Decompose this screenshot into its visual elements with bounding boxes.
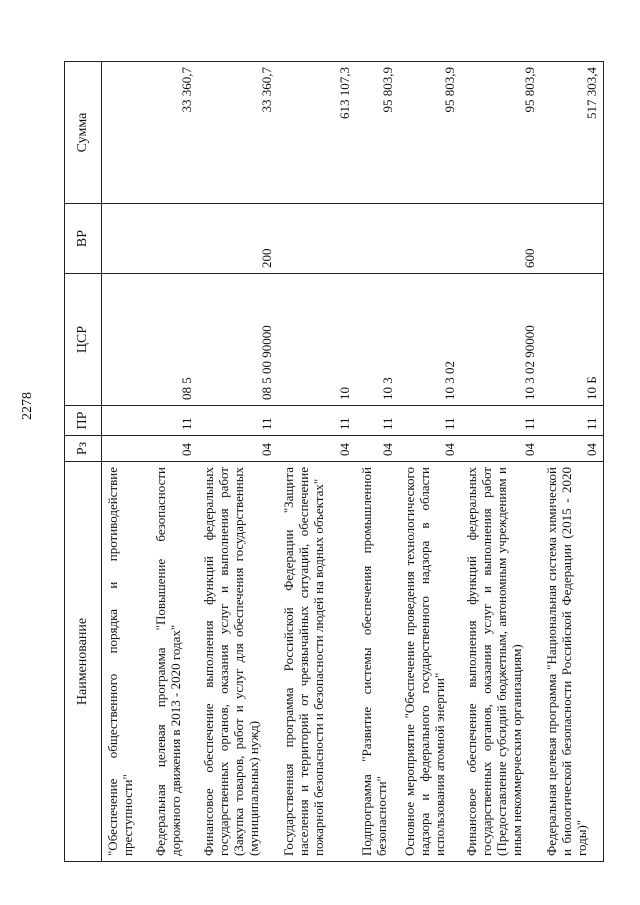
table-row — [356, 62, 398, 862]
row-vr — [399, 204, 461, 274]
table-row — [461, 62, 541, 862]
row-sum — [102, 62, 150, 204]
row-pr: 11 — [356, 406, 398, 436]
row-name: Основное мероприятие "Обеспечение проведения технологического надзора и федерального государственного надзора в области использования атомной энергии" — [399, 462, 461, 862]
row-name: Финансовое обеспечение выполнения функций федеральных государственных органов, оказания услуг и выполнения работ (Закупка товаров, работ и услуг для обеспечения государственных (муниципальных) нужд) — [198, 462, 278, 862]
row-rz: 04 — [461, 436, 541, 462]
row-rz: 04 — [541, 436, 603, 462]
row-pr — [102, 406, 150, 436]
table-row — [541, 62, 603, 862]
row-vr: 200 — [198, 204, 278, 274]
row-csr: 08 5 — [150, 274, 198, 406]
row-vr — [102, 204, 150, 274]
row-sum: 33 360,7 — [150, 62, 198, 204]
row-name: "Обеспечение общественного порядка и противодействие преступности" — [102, 462, 150, 862]
row-vr — [278, 204, 356, 274]
header-vr: ВР — [65, 204, 102, 274]
page-number: 2278 — [20, 392, 35, 420]
row-sum: 517 303,4 — [541, 62, 603, 204]
row-vr — [150, 204, 198, 274]
table-row — [198, 62, 278, 862]
budget-table-wrapper — [64, 62, 604, 862]
row-pr: 11 — [198, 406, 278, 436]
row-vr — [541, 204, 603, 274]
table-row — [399, 62, 461, 862]
table-header-row — [65, 62, 102, 862]
row-name: Финансовое обеспечение выполнения функций федеральных государственных органов, оказания услуг и выполнения работ (Предоставление субсидий бюджетным, автономным учреждениям и иным некоммерческим организациям) — [461, 462, 541, 862]
row-csr: 10 3 — [356, 274, 398, 406]
table-row — [278, 62, 356, 862]
row-pr: 11 — [461, 406, 541, 436]
table-row — [102, 62, 150, 862]
row-name: Государственная программа Российской Федерации "Защита населения и территорий от чрезвычайных ситуаций, обеспечение пожарной безопасности и безопасности людей на водных объектах" — [278, 462, 356, 862]
header-csr: ЦСР — [65, 274, 102, 406]
header-sum: Сумма — [65, 62, 102, 204]
row-sum: 95 803,9 — [356, 62, 398, 204]
row-rz: 04 — [356, 436, 398, 462]
header-pr: ПР — [65, 406, 102, 436]
row-csr: 10 Б — [541, 274, 603, 406]
row-pr: 11 — [399, 406, 461, 436]
header-name: Наименование — [65, 462, 102, 862]
row-rz: 04 — [399, 436, 461, 462]
row-csr: 10 3 02 — [399, 274, 461, 406]
row-vr: 600 — [461, 204, 541, 274]
row-sum: 613 107,3 — [278, 62, 356, 204]
row-csr — [102, 274, 150, 406]
row-sum: 95 803,9 — [399, 62, 461, 204]
row-pr: 11 — [541, 406, 603, 436]
row-pr: 11 — [150, 406, 198, 436]
row-sum: 33 360,7 — [198, 62, 278, 204]
row-sum: 95 803,9 — [461, 62, 541, 204]
row-name: Подпрограмма "Развитие системы обеспечения промышленной безопасности" — [356, 462, 398, 862]
row-rz: 04 — [150, 436, 198, 462]
budget-table — [64, 61, 604, 862]
header-rz: Рз — [65, 436, 102, 462]
row-pr: 11 — [278, 406, 356, 436]
row-rz: 04 — [278, 436, 356, 462]
row-csr: 10 — [278, 274, 356, 406]
row-vr — [356, 204, 398, 274]
row-name: Федеральная целевая программа "Повышение безопасности дорожного движения в 2013 - 2020 годах" — [150, 462, 198, 862]
row-csr: 08 5 00 90000 — [198, 274, 278, 406]
table-row — [150, 62, 198, 862]
row-csr: 10 3 02 90000 — [461, 274, 541, 406]
row-name: Федеральная целевая программа "Национальная система химической и биологической безопасности Российской Федерации (2015 - 2020 годы)" — [541, 462, 603, 862]
row-rz — [102, 436, 150, 462]
row-rz: 04 — [198, 436, 278, 462]
